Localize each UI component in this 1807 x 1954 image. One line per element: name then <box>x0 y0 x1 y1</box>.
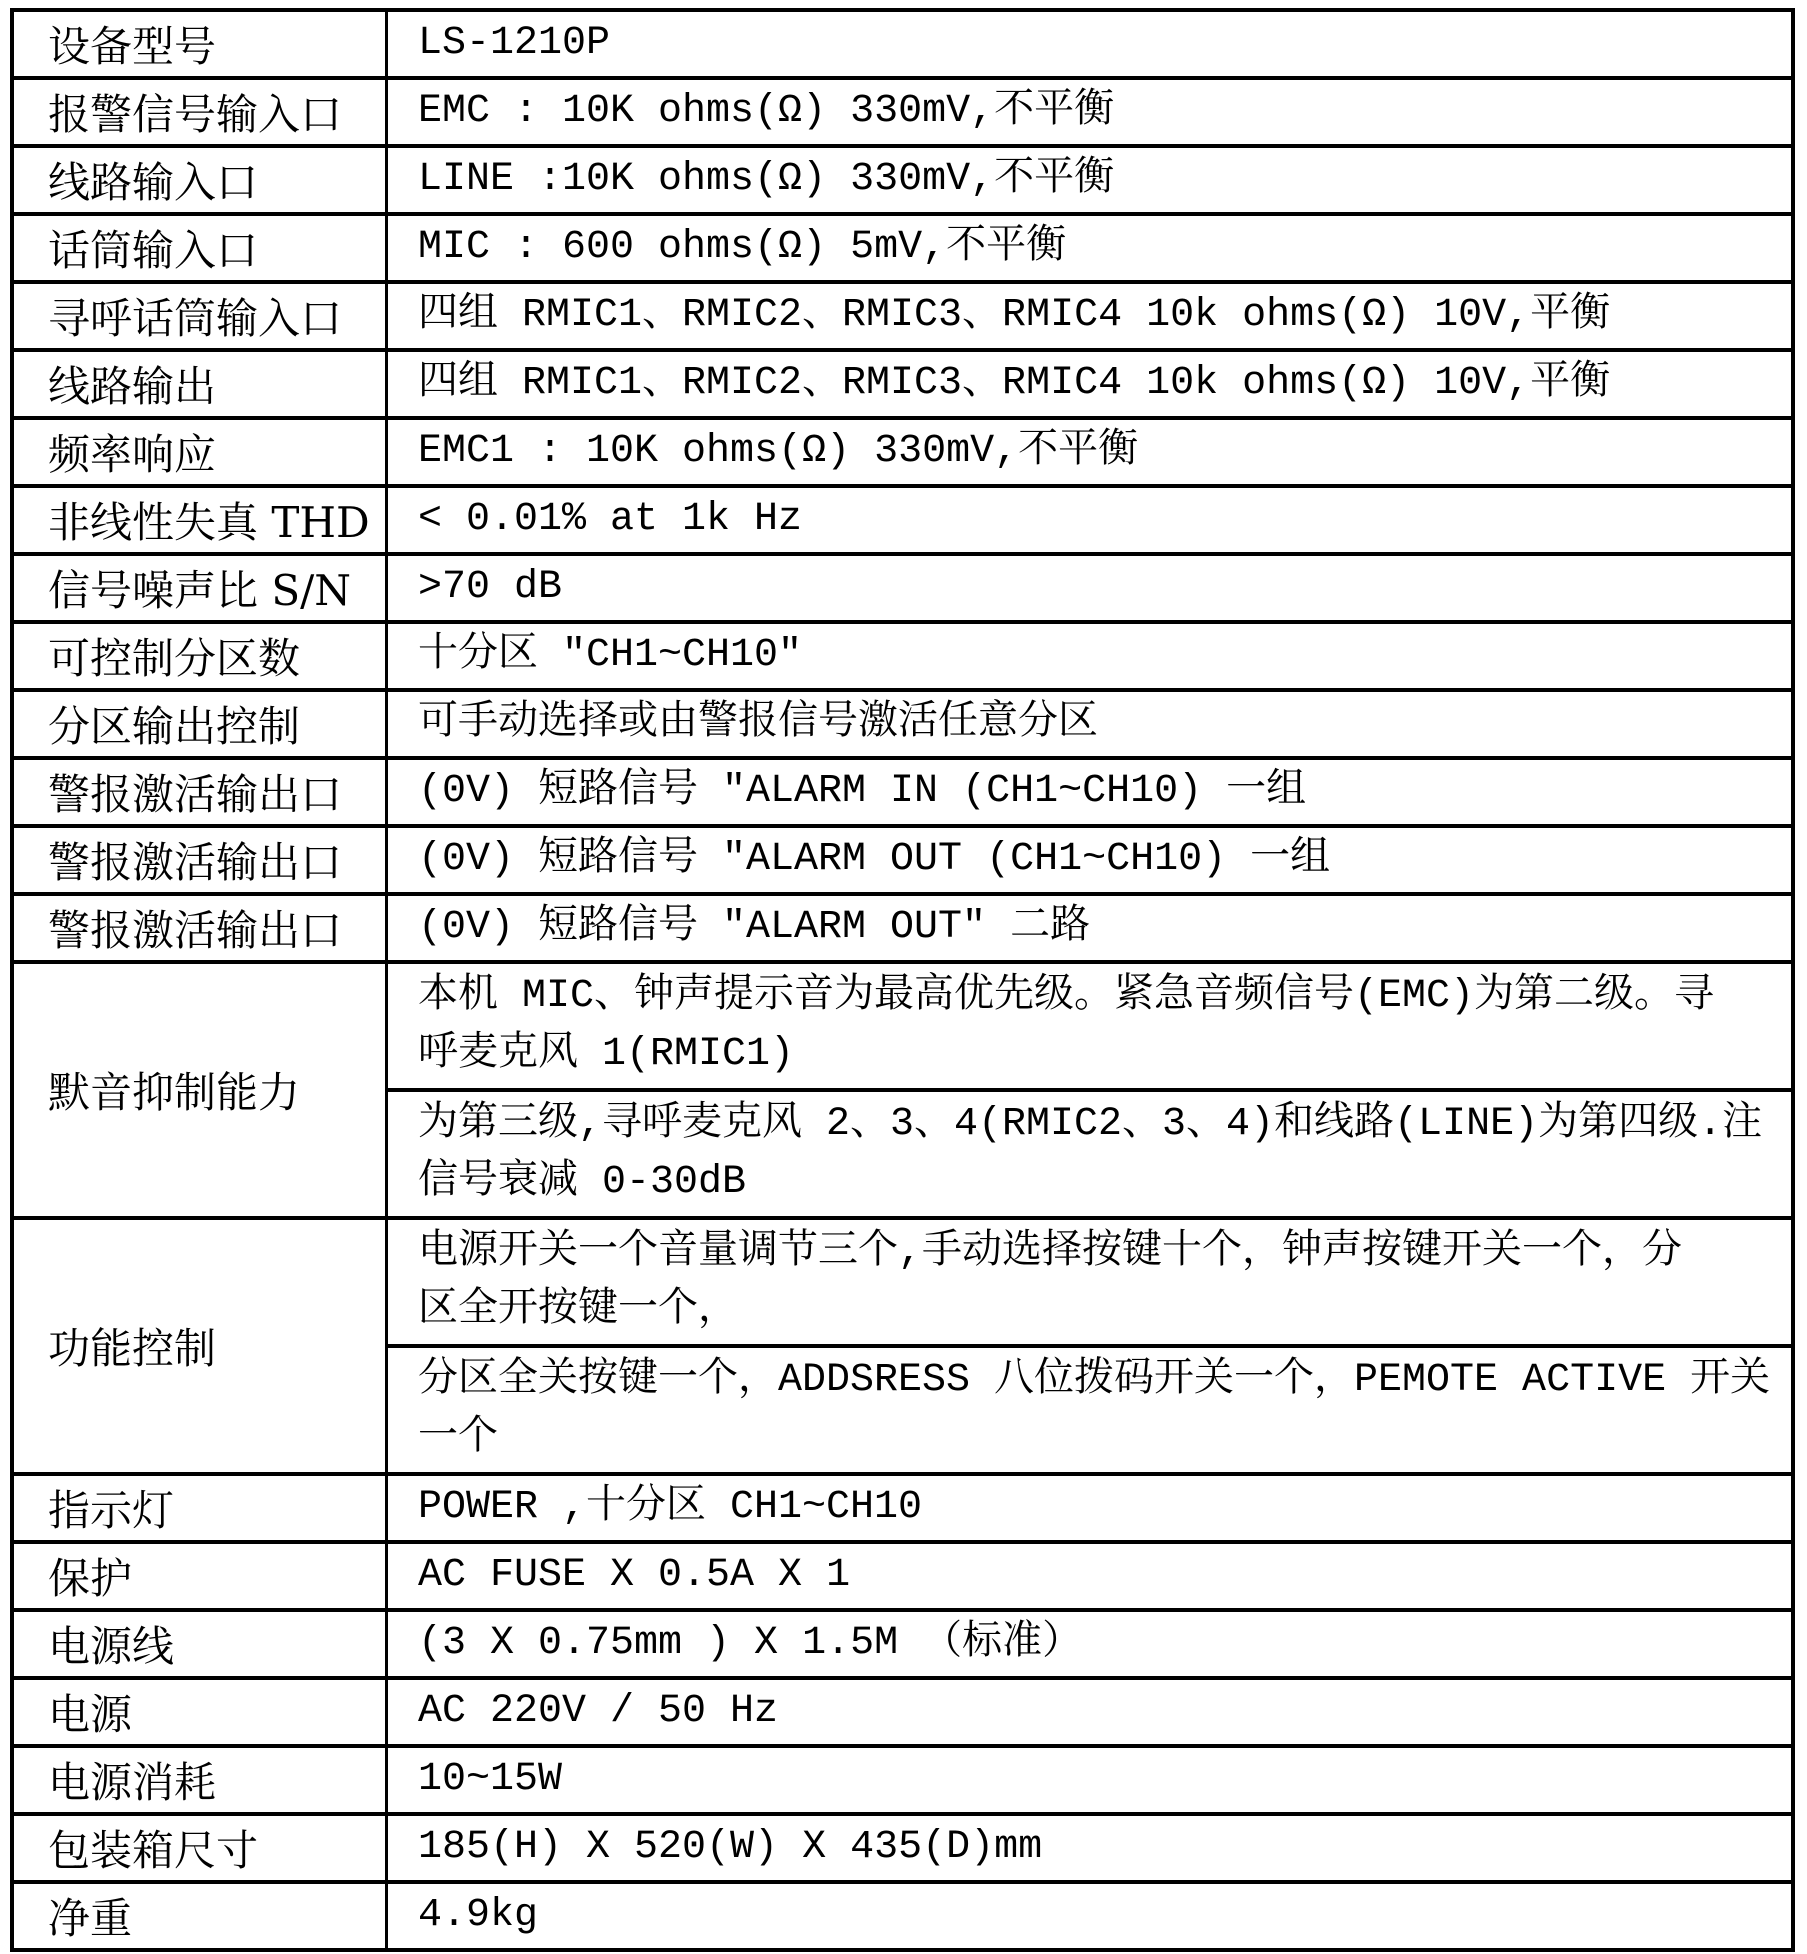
spec-label: 功能控制 <box>48 1324 217 1373</box>
spec-label: 频率响应 <box>48 430 217 479</box>
spec-value-text: 分区全关按键一个，ADDSRESS 八位拨码开关一个，PEMOTE ACTIVE 开关 <box>418 1358 1771 1403</box>
spec-value <box>385 964 1791 1216</box>
spec-value <box>385 216 1791 280</box>
table-row-alarm-activation-output-1 <box>14 756 1791 824</box>
table-row-power-supply <box>14 1676 1791 1744</box>
spec-value-subcell <box>388 964 1791 1088</box>
spec-label: 电源线 <box>48 1622 175 1671</box>
spec-value-text: 呼麦克风 1(RMIC1) <box>418 1032 795 1077</box>
spec-value <box>385 1884 1791 1948</box>
table-row-mic-input <box>14 212 1791 280</box>
spec-label: 警报激活输出口 <box>48 906 343 955</box>
spec-value-subcell <box>388 1220 1791 1344</box>
spec-value-text: 为第三级,寻呼麦克风 2、3、4(RMIC2、3、4)和线路(LINE)为第四级.注 <box>418 1102 1763 1147</box>
spec-value-subcell <box>388 1088 1791 1216</box>
spec-value <box>385 1816 1791 1880</box>
spec-value-text: LINE :10K ohms(Ω) 330mV,不平衡 <box>418 157 1115 202</box>
spec-value <box>385 80 1791 144</box>
spec-value <box>385 148 1791 212</box>
spec-value <box>385 1544 1791 1608</box>
table-row-power-cord <box>14 1608 1791 1676</box>
table-row-net-weight <box>14 1880 1791 1948</box>
spec-value <box>385 352 1791 416</box>
spec-value-text: 一个 <box>418 1416 498 1461</box>
table-row-packing-box-size <box>14 1812 1791 1880</box>
spec-value <box>385 1680 1791 1744</box>
spec-value-text: MIC : 600 ohms(Ω) 5mV,不平衡 <box>418 225 1067 270</box>
spec-value-text: (3 X 0.75mm ) X 1.5M （标准） <box>418 1621 1083 1666</box>
spec-label: 净重 <box>48 1894 133 1943</box>
table-row-snr <box>14 552 1791 620</box>
spec-value <box>385 1220 1791 1472</box>
spec-label: 寻呼话筒输入口 <box>48 294 343 343</box>
spec-label: 警报激活输出口 <box>48 838 343 887</box>
table-row-alarm-signal-input <box>14 76 1791 144</box>
spec-value-text: EMC1 : 10K ohms(Ω) 330mV,不平衡 <box>418 429 1139 474</box>
spec-value <box>385 488 1791 552</box>
table-row-thd <box>14 484 1791 552</box>
spec-label: 警报激活输出口 <box>48 770 343 819</box>
spec-value <box>385 420 1791 484</box>
spec-value-text: AC FUSE X 0.5A X 1 <box>418 1553 851 1598</box>
spec-value <box>385 556 1791 620</box>
spec-value <box>385 284 1791 348</box>
table-row-alarm-activation-output-2 <box>14 824 1791 892</box>
table-row-protection <box>14 1540 1791 1608</box>
spec-value-text: 信号衰减 0-30dB <box>418 1160 747 1205</box>
spec-value-text: >70 dB <box>418 565 563 610</box>
spec-value-text: (0V) 短路信号 ″ALARM OUT (CH1~CH10) 一组 <box>418 837 1331 882</box>
spec-value-text: 10~15W <box>418 1757 563 1802</box>
spec-label: 默音抑制能力 <box>48 1068 301 1117</box>
spec-label: 信号噪声比 S/N <box>48 566 352 615</box>
spec-value-text: LS-1210P <box>418 21 611 66</box>
spec-value-text: 四组 RMIC1、RMIC2、RMIC3、RMIC4 10k ohms(Ω) 10V,平衡 <box>418 361 1611 406</box>
spec-label: 线路输入口 <box>48 158 259 207</box>
spec-label: 电源消耗 <box>48 1758 217 1807</box>
table-row-line-output <box>14 348 1791 416</box>
spec-value <box>385 1476 1791 1540</box>
table-row-function-control <box>14 1216 1791 1472</box>
spec-value-text: 4.9kg <box>418 1893 539 1938</box>
spec-value-text: EMC : 10K ohms(Ω) 330mV,不平衡 <box>418 89 1115 134</box>
spec-label: 保护 <box>48 1554 133 1603</box>
spec-label: 分区输出控制 <box>48 702 301 751</box>
spec-value <box>385 1748 1791 1812</box>
spec-value <box>385 692 1791 756</box>
table-row-zone-output-control <box>14 688 1791 756</box>
spec-value-text: AC 220V / 50 Hz <box>418 1689 779 1734</box>
spec-value-text: 四组 RMIC1、RMIC2、RMIC3、RMIC4 10k ohms(Ω) 10V,平衡 <box>418 293 1611 338</box>
table-row-frequency-response <box>14 416 1791 484</box>
spec-value <box>385 1612 1791 1676</box>
spec-value-subcell <box>388 1344 1791 1472</box>
spec-value-text: (0V) 短路信号 ″ALARM OUT″ 二路 <box>418 905 1091 950</box>
spec-value-text: 可手动选择或由警报信号激活任意分区 <box>418 701 1098 746</box>
spec-value-text: 区全开按键一个， <box>418 1288 738 1333</box>
table-row-indicator-lights <box>14 1472 1791 1540</box>
table-row-device-model <box>14 12 1791 76</box>
table-row-power-consumption <box>14 1744 1791 1812</box>
spec-value <box>385 760 1791 824</box>
spec-value-text: < 0.01% at 1k Hz <box>418 497 803 542</box>
spec-value <box>385 828 1791 892</box>
spec-label: 指示灯 <box>48 1486 175 1535</box>
table-row-alarm-activation-output-3 <box>14 892 1791 960</box>
table-row-line-input <box>14 144 1791 212</box>
spec-label: 电源 <box>48 1690 133 1739</box>
spec-value-text: 电源开关一个音量调节三个,手动选择按键十个，钟声按键开关一个，分 <box>418 1230 1683 1275</box>
spec-value-text: 本机 MIC、钟声提示音为最高优先级。紧急音频信号(EMC)为第二级。寻 <box>418 974 1715 1019</box>
table-row-controllable-zones <box>14 620 1791 688</box>
spec-label: 包装箱尺寸 <box>48 1826 259 1875</box>
spec-label: 设备型号 <box>48 22 217 71</box>
spec-label: 线路输出 <box>48 362 217 411</box>
spec-label: 可控制分区数 <box>48 634 301 683</box>
spec-label: 话筒输入口 <box>48 226 259 275</box>
spec-value-text: (0V) 短路信号 ″ALARM IN (CH1~CH10) 一组 <box>418 769 1307 814</box>
spec-label: 报警信号输入口 <box>48 90 343 139</box>
spec-label: 非线性失真 THD <box>48 498 370 547</box>
spec-value-text: 十分区 ″CH1~CH10″ <box>418 633 803 678</box>
spec-value-text: POWER ,十分区 CH1~CH10 <box>418 1485 923 1530</box>
table-row-paging-mic-input <box>14 280 1791 348</box>
spec-value <box>385 12 1791 76</box>
spec-value-text: 185(H) X 520(W) X 435(D)mm <box>418 1825 1043 1870</box>
spec-value <box>385 896 1791 960</box>
spec-table <box>10 8 1795 1952</box>
table-row-mute-suppression <box>14 960 1791 1216</box>
spec-value <box>385 624 1791 688</box>
